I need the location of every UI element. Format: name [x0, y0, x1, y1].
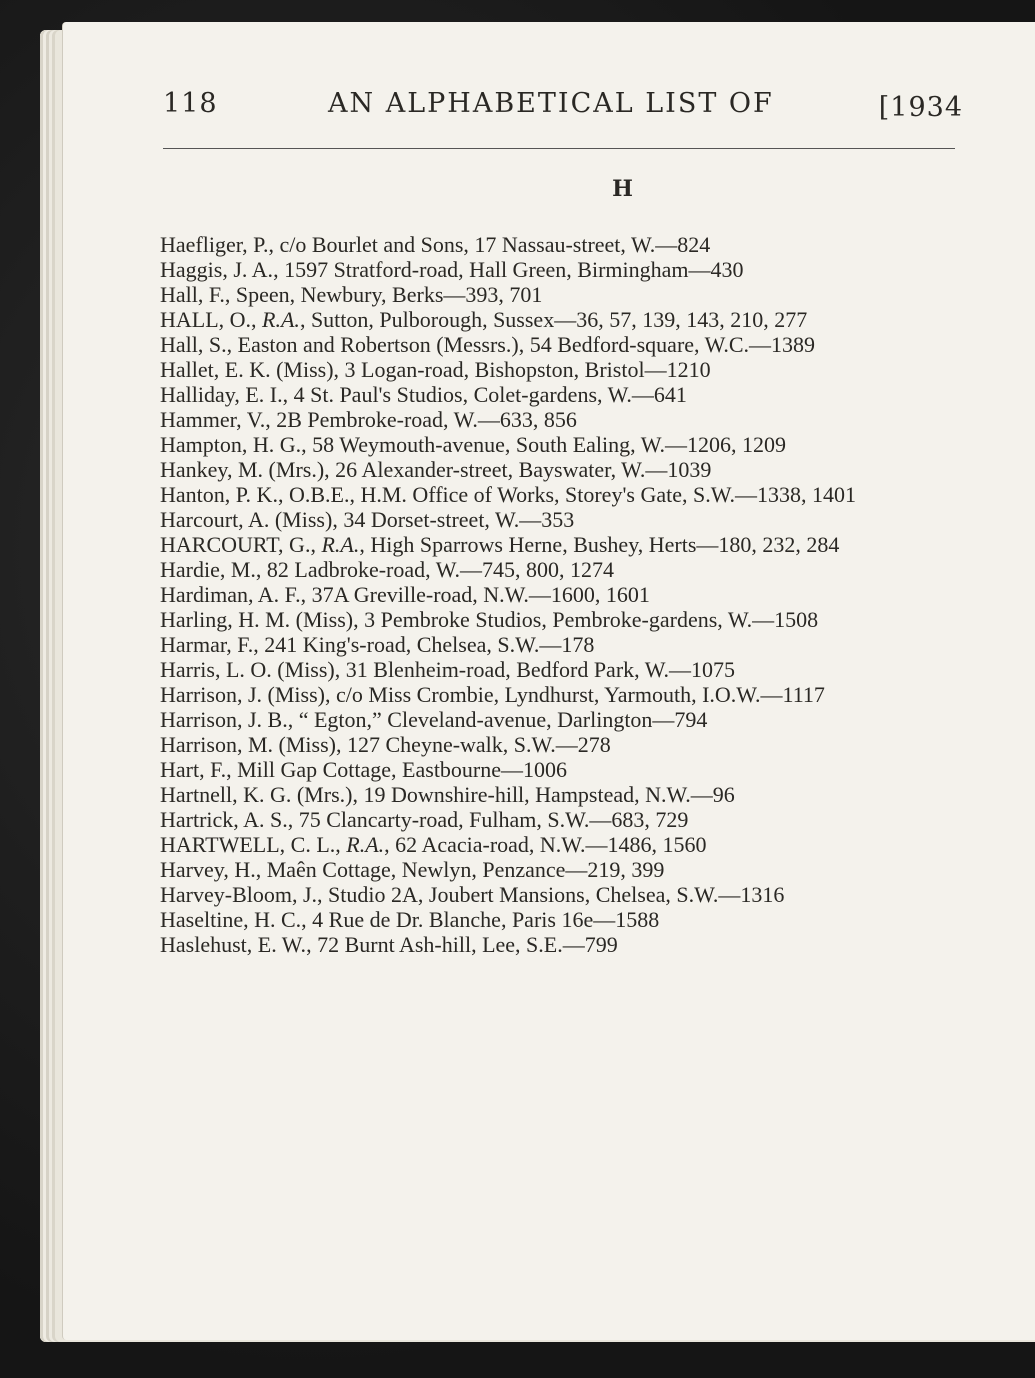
entry-details: 3 Pembroke Studios, Pembroke-gardens, W.—1508 [364, 607, 819, 632]
entry-details: Mill Gap Cottage, Eastbourne—1006 [237, 757, 568, 782]
page-number: 118 [163, 88, 218, 119]
list-item: Harrison, J. (Miss), c/o Miss Crombie, Lyndhurst, Yarmouth, I.O.W.—1117 [160, 682, 825, 707]
entry-name: Halliday, E. I. [160, 382, 283, 407]
list-item: Harcourt, A. (Miss), 34 Dorset-street, W.—353 [160, 507, 575, 532]
entry-name: Hardiman, A. F. [160, 582, 301, 607]
page-title: AN ALPHABETICAL LIST OF [328, 88, 774, 119]
entry-honour: R.A. [262, 307, 300, 332]
entry-name: Harmar, F. [160, 632, 254, 657]
list-item: Harvey-Bloom, J., Studio 2A, Joubert Mansions, Chelsea, S.W.—1316 [160, 882, 785, 907]
list-item: Harvey, H., Maên Cottage, Newlyn, Penzance—219, 399 [160, 857, 665, 882]
entry-details: 19 Downshire-hill, Hampstead, N.W.—96 [363, 782, 735, 807]
running-head [163, 88, 963, 128]
entry-list [160, 232, 960, 957]
list-item: Harrison, J. B., “ Egton,” Cleveland-avenue, Darlington—794 [160, 707, 708, 732]
header-rule [163, 148, 955, 149]
list-item: Hart, F., Mill Gap Cottage, Eastbourne—1006 [160, 757, 568, 782]
list-item: Hartnell, K. G. (Mrs.), 19 Downshire-hill, Hampstead, N.W.—96 [160, 782, 735, 807]
entry-name: Haefliger, P. [160, 232, 269, 257]
entry-name: Harcourt, A. (Miss) [160, 507, 333, 532]
entry-details: 72 Burnt Ash-hill, Lee, S.E.—799 [317, 932, 618, 957]
list-item: Hall, F., Speen, Newbury, Berks—393, 701 [160, 282, 543, 307]
list-item: Halliday, E. I., 4 St. Paul's Studios, Colet-gardens, W.—641 [160, 382, 687, 407]
entry-details: O.B.E., H.M. Office of Works, Storey's Gate, S.W.—1338, 1401 [288, 482, 856, 507]
list-item: Haggis, J. A., 1597 Stratford-road, Hall Green, Birmingham—430 [160, 257, 744, 282]
entry-details: 2B Pembroke-road, W.—633, 856 [276, 407, 577, 432]
list-item: Harrison, M. (Miss), 127 Cheyne-walk, S.W.—278 [160, 732, 611, 757]
entry-name: Hall, F. [160, 282, 225, 307]
entry-details: 34 Dorset-street, W.—353 [343, 507, 575, 532]
list-item: Hammer, V., 2B Pembroke-road, W.—633, 856 [160, 407, 577, 432]
entry-name: Hartrick, A. S. [160, 807, 288, 832]
list-item: Hallet, E. K. (Miss), 3 Logan-road, Bishopston, Bristol—1210 [160, 357, 711, 382]
entry-name: Haseltine, H. C. [160, 907, 302, 932]
entry-name: HALL, O. [160, 307, 252, 332]
list-item: Harling, H. M. (Miss), 3 Pembroke Studios, Pembroke-gardens, W.—1508 [160, 607, 819, 632]
entry-name: Hanton, P. K. [160, 482, 278, 507]
entry-honour: R.A. [321, 532, 360, 557]
entry-name: HARCOURT, G. [160, 532, 311, 557]
list-item: Hampton, H. G., 58 Weymouth-avenue, South Ealing, W.—1206, 1209 [160, 432, 786, 457]
entry-details: c/o Miss Crombie, Lyndhurst, Yarmouth, I.O.W.—1117 [336, 682, 825, 707]
list-item: Haefliger, P., c/o Bourlet and Sons, 17 Nassau-street, W.—824 [160, 232, 711, 257]
section-letter: H [612, 176, 633, 202]
entry-details: Speen, Newbury, Berks—393, 701 [235, 282, 543, 307]
list-item: Harris, L. O. (Miss), 31 Blenheim-road, Bedford Park, W.—1075 [160, 657, 735, 682]
entry-details: 37A Greville-road, N.W.—1600, 1601 [311, 582, 650, 607]
entry-details: Sutton, Pulborough, Sussex—36, 57, 139, 143, 210, 277 [310, 307, 808, 332]
entry-name: Hammer, V. [160, 407, 266, 432]
list-item: HALL, O., R.A., Sutton, Pulborough, Sussex—36, 57, 139, 143, 210, 277 [160, 307, 808, 332]
entry-details: c/o Bourlet and Sons, 17 Nassau-street, W.—824 [279, 232, 711, 257]
entry-details: 4 Rue de Dr. Blanche, Paris 16e—1588 [312, 907, 660, 932]
entry-details: 31 Blenheim-road, Bedford Park, W.—1075 [345, 657, 735, 682]
list-item: Haseltine, H. C., 4 Rue de Dr. Blanche, Paris 16e—1588 [160, 907, 660, 932]
entry-name: Hartnell, K. G. (Mrs.) [160, 782, 353, 807]
list-item: Harmar, F., 241 King's-road, Chelsea, S.W.—178 [160, 632, 595, 657]
entry-details: 26 Alexander-street, Bayswater, W.—1039 [335, 457, 712, 482]
entry-details: 75 Clancarty-road, Fulham, S.W.—683, 729 [298, 807, 689, 832]
entry-name: Hallet, E. K. (Miss) [160, 357, 334, 382]
entry-name: Harrison, J. (Miss) [160, 682, 325, 707]
list-item: Hall, S., Easton and Robertson (Messrs.), 54 Bedford-square, W.C.—1389 [160, 332, 816, 357]
entry-name: Harrison, J. B. [160, 707, 288, 732]
list-item: Haslehust, E. W., 72 Burnt Ash-hill, Lee, S.E.—799 [160, 932, 618, 957]
entry-name: Hall, S. [160, 332, 227, 357]
entry-name: Harrison, M. (Miss) [160, 732, 336, 757]
entry-details: 3 Logan-road, Bishopston, Bristol—1210 [344, 357, 711, 382]
entry-honour: R.A. [346, 832, 385, 857]
entry-name: Hankey, M. (Mrs.) [160, 457, 325, 482]
list-item: Hartrick, A. S., 75 Clancarty-road, Fulham, S.W.—683, 729 [160, 807, 689, 832]
entry-details: 58 Weymouth-avenue, South Ealing, W.—1206, 1209 [312, 432, 786, 457]
entry-details: 1597 Stratford-road, Hall Green, Birmingham—430 [284, 257, 744, 282]
entry-details: Easton and Robertson (Messrs.), 54 Bedford-square, W.C.—1389 [237, 332, 816, 357]
entry-details: 127 Cheyne-walk, S.W.—278 [347, 732, 611, 757]
entry-name: Harris, L. O. (Miss) [160, 657, 335, 682]
entry-details: 62 Acacia-road, N.W.—1486, 1560 [395, 832, 707, 857]
list-item: HARTWELL, C. L., R.A., 62 Acacia-road, N.W.—1486, 1560 [160, 832, 707, 857]
entry-name: Hardie, M. [160, 557, 256, 582]
year-label: [1934 [878, 92, 963, 123]
entry-name: Haslehust, E. W. [160, 932, 307, 957]
list-item: HARCOURT, G., R.A., High Sparrows Herne, Bushey, Herts—180, 232, 284 [160, 532, 840, 557]
entry-name: Hampton, H. G. [160, 432, 302, 457]
entry-name: Harling, H. M. (Miss) [160, 607, 354, 632]
entry-name: HARTWELL, C. L. [160, 832, 336, 857]
entry-details: 82 Ladbroke-road, W.—745, 800, 1274 [266, 557, 614, 582]
entry-name: Haggis, J. A. [160, 257, 274, 282]
entry-details: Maên Cottage, Newlyn, Penzance—219, 399 [266, 857, 665, 882]
entry-name: Harvey-Bloom, J. [160, 882, 318, 907]
entry-name: Harvey, H. [160, 857, 256, 882]
entry-details: High Sparrows Herne, Bushey, Herts—180, 232, 284 [370, 532, 840, 557]
list-item: Hanton, P. K., O.B.E., H.M. Office of Works, Storey's Gate, S.W.—1338, 1401 [160, 482, 856, 507]
entry-details: Studio 2A, Joubert Mansions, Chelsea, S.W.—1316 [328, 882, 785, 907]
entry-name: Hart, F. [160, 757, 227, 782]
entry-details: 241 King's-road, Chelsea, S.W.—178 [264, 632, 595, 657]
list-item: Hardie, M., 82 Ladbroke-road, W.—745, 800, 1274 [160, 557, 614, 582]
entry-details: “ Egton,” Cleveland-avenue, Darlington—794 [298, 707, 708, 732]
list-item: Hardiman, A. F., 37A Greville-road, N.W.—1600, 1601 [160, 582, 650, 607]
entry-details: 4 St. Paul's Studios, Colet-gardens, W.—641 [293, 382, 687, 407]
list-item: Hankey, M. (Mrs.), 26 Alexander-street, Bayswater, W.—1039 [160, 457, 712, 482]
